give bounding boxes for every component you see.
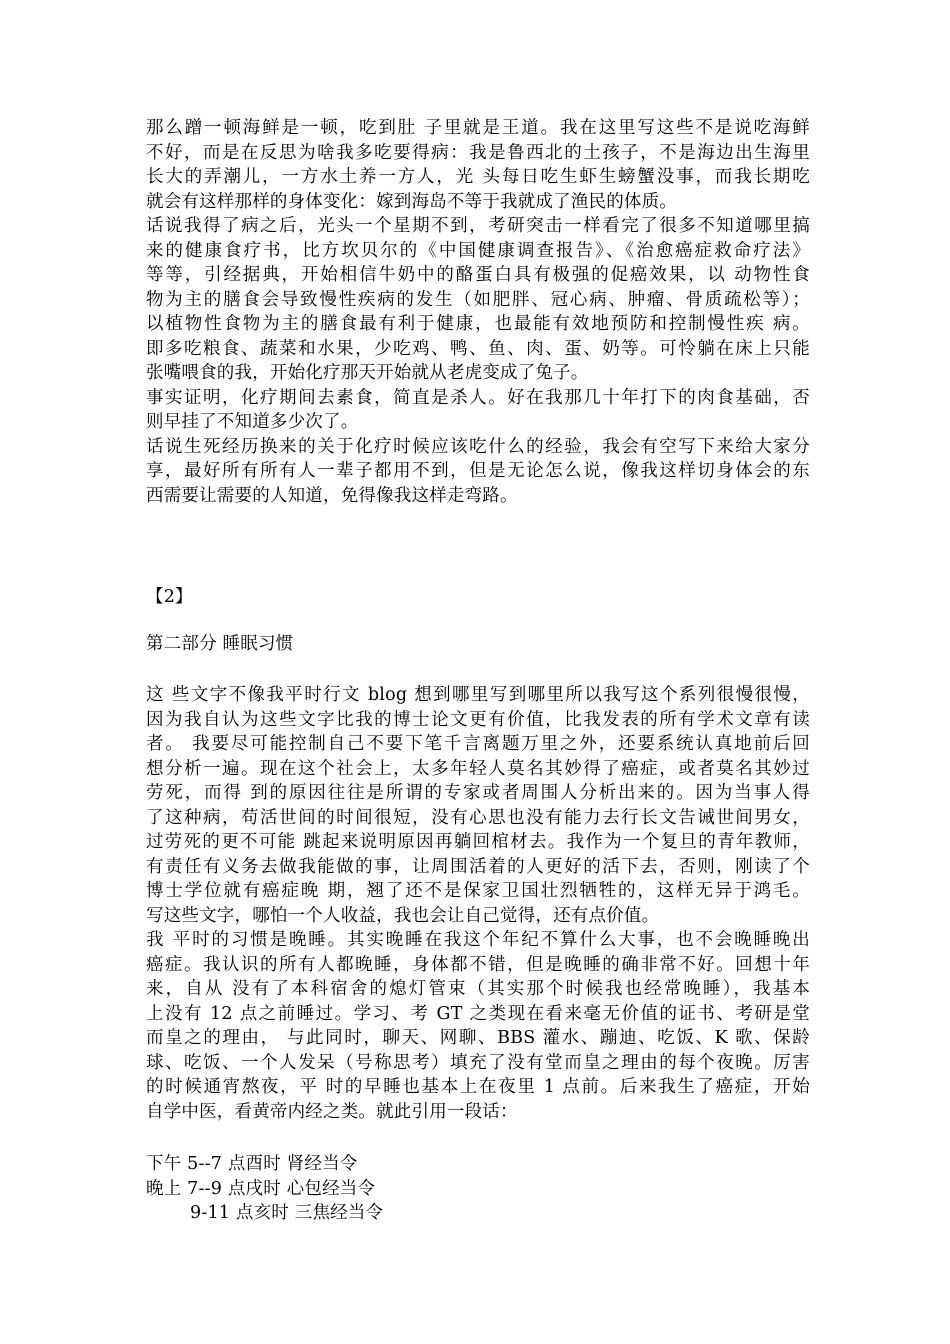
text-line: 来的健康食疗书，比方坎贝尔的《中国健康调查报告》、《治愈癌症救命疗法》 (146, 240, 810, 261)
text-line: 博士学位就有癌症晚 期，翘了还不是保家卫国壮烈牺牲的，这样无异于鸿毛。 (146, 881, 810, 901)
text-line: 因为我自认为这些文字比我的博士论文更有价值，比我发表的所有学术文章有读 (146, 709, 810, 730)
schedule-line: 下午 5--7 点酉时 肾经当令 (146, 1154, 358, 1174)
text-line: 等等，引经据典，开始相信牛奶中的酪蛋白具有极强的促癌效果，以 动物性食 (146, 265, 810, 285)
text-line: 而皇之的理由， 与此同时，聊天、网聊、BBS 灌水、蹦迪、吃饭、K 歌、保龄 (146, 1028, 810, 1048)
text-line: 癌症。我认识的所有人都晚睡，身体都不错，但是晚睡的确非常不好。回想十年 (146, 954, 810, 975)
section-heading (146, 632, 810, 657)
text-line: 事实证明，化疗期间去素食，简直是杀人。好在我那几十年打下的肉食基础，否 (146, 387, 810, 408)
text-line: 的时候通宵熬夜，平 时的早睡也基本上在夜里 1 点前。后来我生了癌症，开始 (146, 1077, 810, 1097)
section-number: 【2】 (146, 587, 193, 607)
text-line: 话说我得了病之后，光头一个星期不到，考研突击一样看完了很多不知道哪里搞 (146, 216, 810, 236)
text-line: 自学中医，看黄帝内经之类。就此引用一段话： (146, 1101, 518, 1122)
text-line: 球、吃饭、一个人发呆（号称思考）填充了没有堂而皇之理由的每个夜晚。厉害 (146, 1052, 810, 1073)
text-line: 有责任有义务去做我能做的事，让周围活着的人更好的活下去，否则，刚读了个 (146, 856, 810, 877)
text-line: 者。 我要尽可能控制自己不要下笔千言离题万里之外，还要系统认真地前后回 (146, 734, 810, 754)
text-line: 长大的弄潮儿，一方水土养一方人，光 头每日吃生虾生螃蟹没事，而我长期吃 (146, 167, 810, 187)
text-line: 这 些文字不像我平时行文 blog 想到哪里写到哪里所以我写这个系列很慢很慢， (146, 685, 810, 705)
text-line: 西需要让需要的人知道，免得像我这样走弯路。 (146, 485, 518, 506)
text-line: 劳死，而得 到的原因往往是所谓的专家或者周围人分析出来的。因为当事人得 (146, 783, 810, 803)
schedule-line: 9-11 点亥时 三焦经当令 (190, 1203, 384, 1223)
text-line: 即多吃粮食、蔬菜和水果，少吃鸡、鸭、鱼、肉、蛋、奶等。可怜躺在床上只能 (146, 338, 810, 359)
text-line: 就会有这样那样的身体变化：嫁到海岛不等于我就成了渔民的体质。 (146, 191, 677, 212)
text-line: 上没有 12 点之前睡过。学习、考 GT 之类现在看来毫无价值的证书、考研是堂 (146, 1003, 810, 1024)
text-line: 享，最好所有所有人一辈子都用不到，但是无论怎么说，像我这样切身体会的东 (146, 461, 810, 481)
section-marker (146, 585, 810, 610)
text-line: 想分析一遍。现在这个社会上，太多年轻人莫名其妙得了癌症，或者莫名其妙过 (146, 758, 810, 779)
section-title: 第二部分 睡眠习惯 (146, 634, 294, 654)
text-line: 写这些文字，哪怕一个人收益，我也会让自己觉得，还有点价值。 (146, 905, 660, 926)
text-line: 不好，而是在反思为啥我多吃要得病：我是鲁西北的土孩子，不是海边出生海里 (146, 142, 810, 163)
text-line: 了这种病，苟活世间的时间很短，没有心思也没有能力去行长文告诫世间男女， (146, 807, 810, 828)
text-line: 张嘴喂食的我，开始化疗那天开始就从老虎变成了兔子。 (146, 363, 589, 383)
text-line: 以植物性食物为主的膳食最有利于健康，也最能有效地预防和控制慢性疾 病。 (146, 314, 810, 334)
text-line: 那么蹭一顿海鲜是一顿，吃到肚 子里就是王道。我在这里写这些不是说吃海鲜 (146, 118, 810, 138)
text-line: 则早挂了不知道多少次了。 (146, 412, 359, 432)
text-line: 我 平时的习惯是晚睡。其实晚睡在我这个年纪不算什么大事，也不会晚睡晚出 (146, 930, 810, 950)
schedule-line: 晚上 7--9 点戌时 心包经当令 (146, 1178, 376, 1199)
text-line: 来，自从 没有了本科宿舍的熄灯管束（其实那个时候我也经常晚睡），我基本 (146, 979, 810, 999)
meridian-schedule (146, 1152, 810, 1226)
text-line: 话说生死经历换来的关于化疗时候应该吃什么的经验，我会有空写下来给大家分 (146, 436, 810, 457)
section-two-text (146, 683, 810, 1124)
text-line: 过劳死的更不可能 跳起来说明原因再躺回棺材去。我作为一个复旦的青年教师， (146, 832, 810, 852)
section-one-text (146, 116, 810, 508)
text-line: 物为主的膳食会导致慢性疾病的发生（如肥胖、冠心病、肿瘤、骨质疏松等）； (146, 289, 810, 310)
